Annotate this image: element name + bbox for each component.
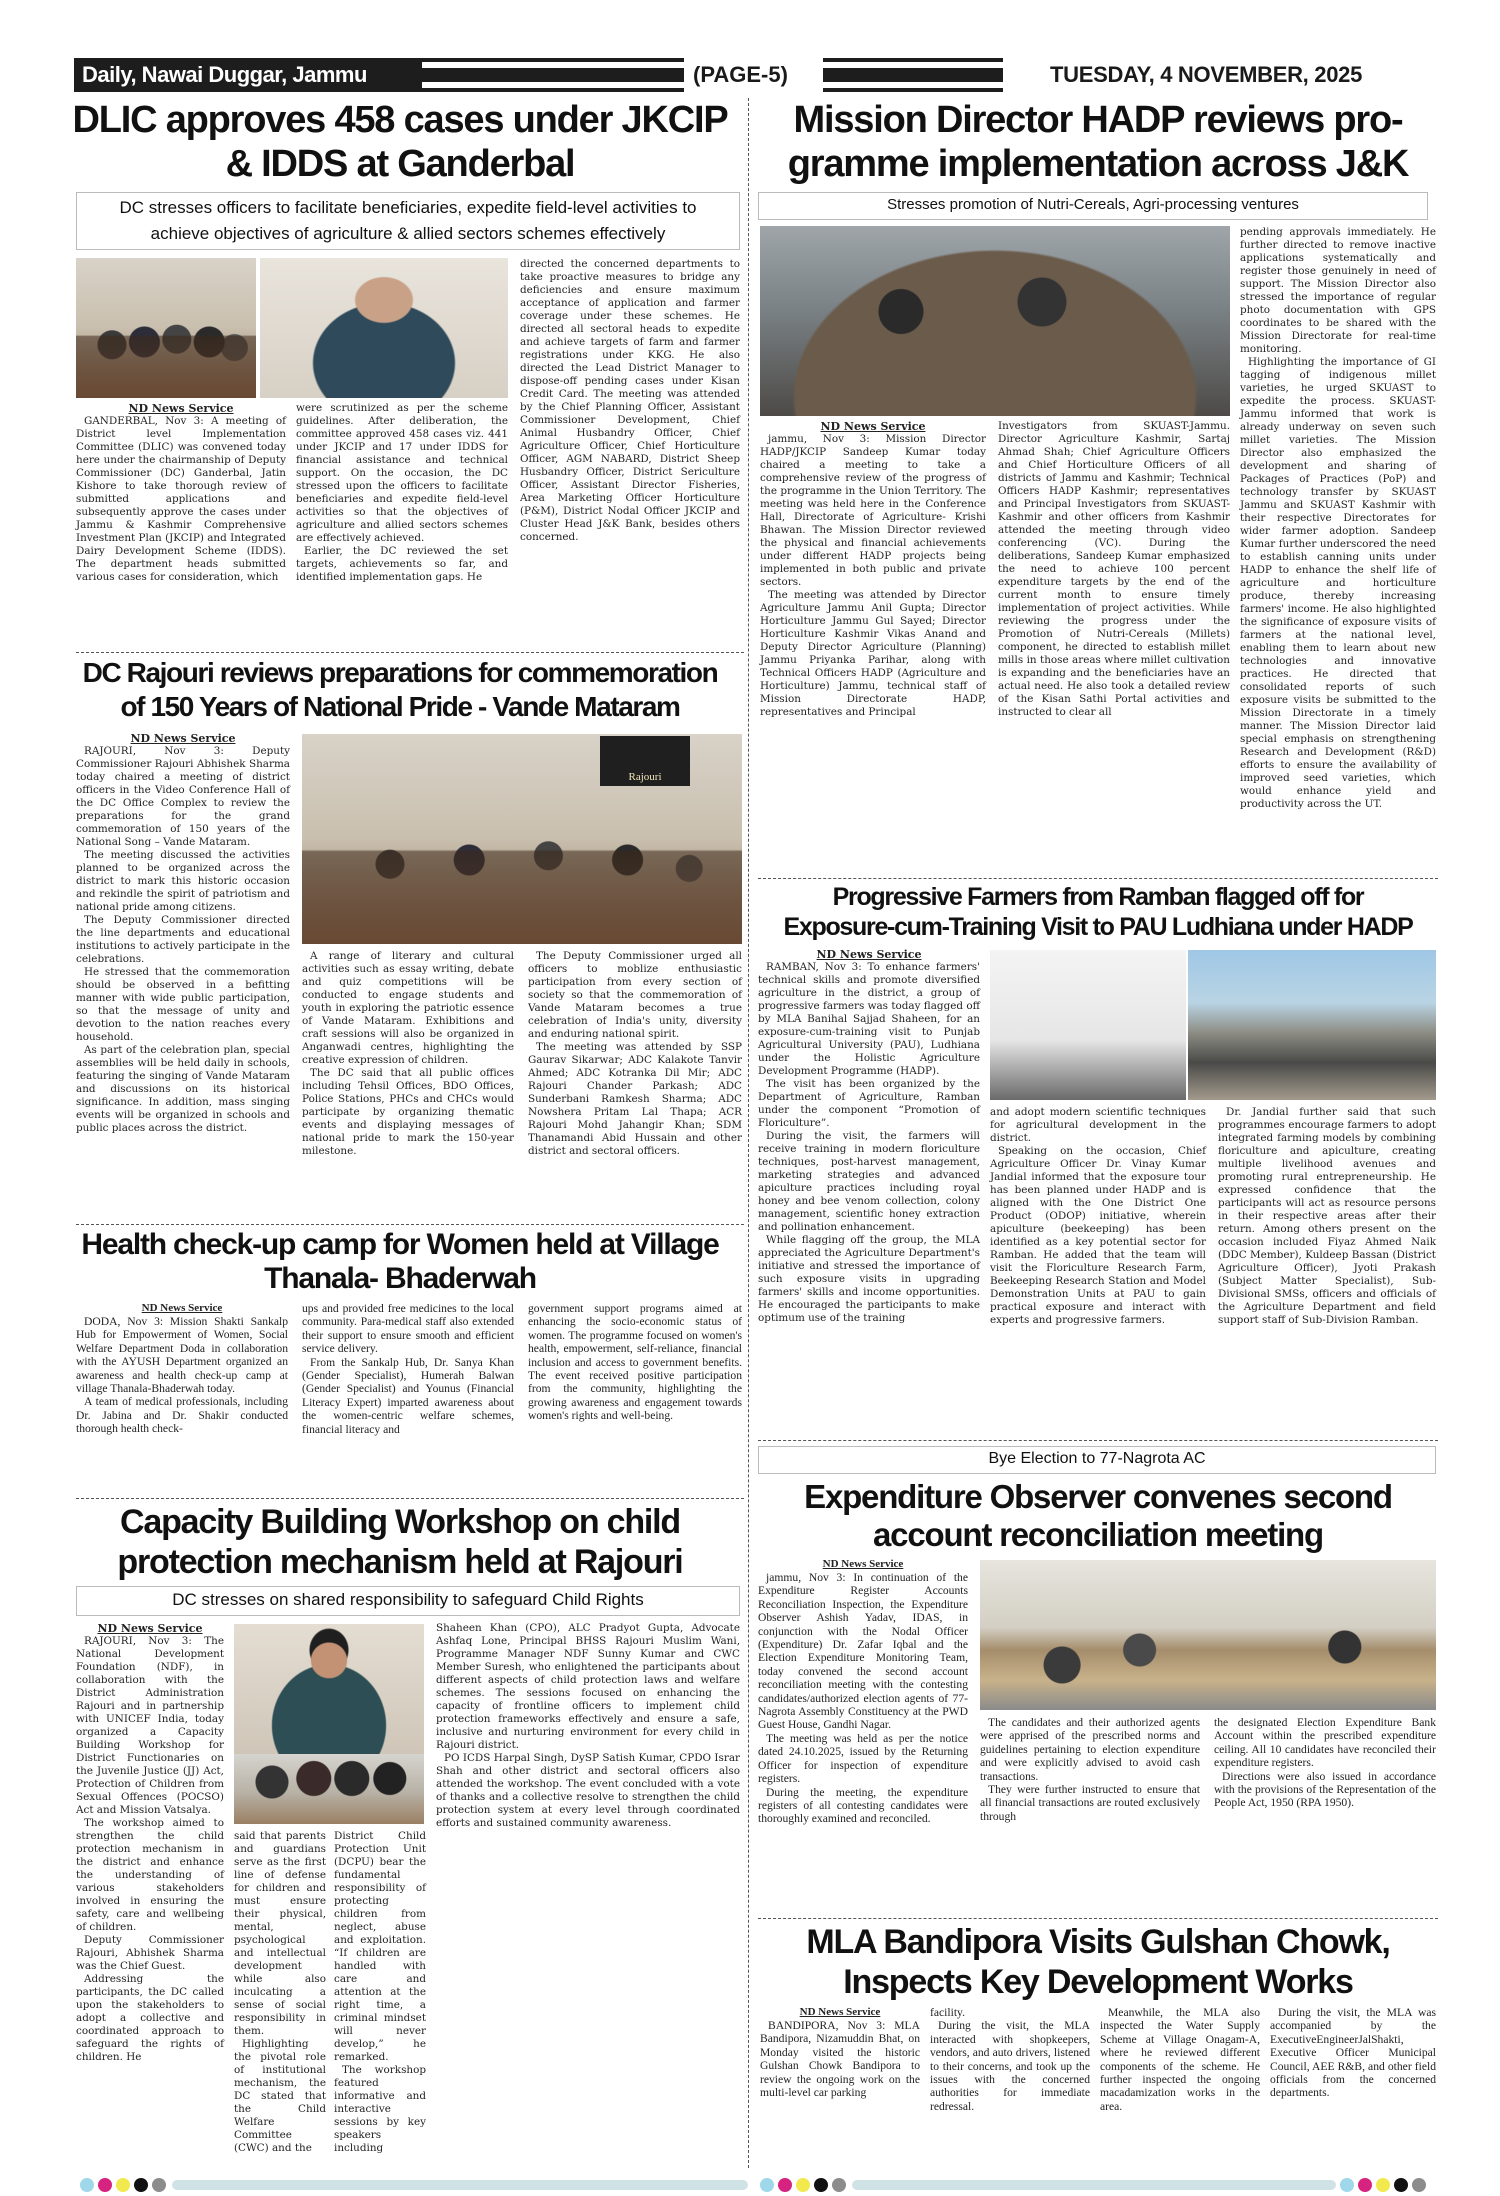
paragraph: The visit has been organized by the Department of Agriculture, Ramban under the component “Promotion of Floriculture”. <box>758 1078 980 1129</box>
photo-ramban-vehicle <box>990 950 1186 1100</box>
paragraph: The meeting discussed the activities planned to be organized across the district to mark this historic occasion and rekindle the spirit of patriotism and national pride among citizens. <box>76 849 290 913</box>
article-column-3 <box>520 258 740 544</box>
headline-line: Thanala- Bhaderwah <box>264 1262 536 1295</box>
headline-line: & IDDS at Ganderbal <box>225 143 575 185</box>
headline-line: Capacity Building Workshop on child <box>120 1503 680 1541</box>
headline-line: protection mechanism held at Rajouri <box>117 1543 683 1581</box>
paragraph: They were further instructed to ensure that all financial transactions are routed exclusively through <box>980 1783 1200 1823</box>
photo-hadp-meeting <box>760 226 1230 416</box>
paragraph: During the meeting, the expenditure registers of all contesting candidates were thoroughly examined and reconciled. <box>758 1785 968 1826</box>
masthead-rule-left <box>422 58 684 92</box>
article-column-2 <box>930 2006 1090 2113</box>
paragraph: Meanwhile, the MLA also inspected the Water Supply Scheme at Village Onagam-A, where he reviewed different components of the scheme. He further inspected the ongoing macadamization works in the area. <box>1100 2006 1260 2113</box>
paragraph: jammu, Nov 3: In continuation of the Expenditure Register Accounts Reconciliation Inspection, the Expenditure Observer Ashish Yadav, IDAS, in conjunction with the Nodal Officer (Expenditure) Dr. Zafar Iqbal and the Election Expenditure Monitoring Team, today convened the second account reconciliation meeting with the contesting candidates/authorized election agents of 77-Nagrota Assembly Constituency at the PWD Guest House, Gandhi Nagar. <box>758 1571 968 1732</box>
paragraph: RAJOURI, Nov 3: The National Development Foundation (NDF), in collaboration with the District Administration Rajouri and in partnership with UNICEF India, today organized a Capacity Building Workshop for District Functionaries on the Juvenile Justice (JJ) Act, Protection of Children from Sexual Offences (POCSO) Act and Mission Vatsalya. <box>76 1635 224 1816</box>
byline: ND News Service <box>130 732 236 745</box>
paragraph: Shaheen Khan (CPO), ALC Pradyot Gupta, Advocate Ashfaq Lone, Principal BHSS Rajouri Muslim Wani, Programme Manager NDF Sunny Kumar and CWC Member Suresh, who enlightened the participants about different aspects of child protection laws and welfare schemes. The sessions focused on enhancing the capacity of frontline officers to implement child protection frameworks effectively and ensure a safe, inclusive and nurturing environment for every child in Rajouri district. <box>436 1622 740 1751</box>
registration-dot-yellow <box>1376 2178 1390 2192</box>
registration-dot-black <box>814 2178 828 2192</box>
article-column-4 <box>1270 2006 1436 2100</box>
byline: ND News Service <box>816 948 922 961</box>
masthead-rule-right <box>823 58 1003 92</box>
photo-dlic-meeting <box>76 258 256 398</box>
rajouri-nameboard: Rajouri <box>600 736 690 786</box>
paragraph: directed the concerned departments to take proactive measures to bridge any deficiencies and ensure maximum acceptance of application and farmer coverage under these schemes. He directed all sectoral heads to expedite and achieve targets of farm and farmer registrations under KKG. He also directed the Lead District Manager to dispose-off pending cases under Kisan Credit Card. The meeting was attended by the Chief Planning Officer, Assistant Commissioner Development, Chief Animal Husbandry Officer, Chief Agriculture Officer, Chief Horticulture Officer, AGM NABARD, District Sheep Husbandry Officer, District Sericulture Officer, Assistant Director Fisheries, Area Marketing Officer Horticulture (P&M), District Nodal Officer JKCIP and Cluster Head J&K Bank, besides others concerned. <box>520 258 740 543</box>
paragraph: Deputy Commissioner Rajouri, Abhishek Sharma was the Chief Guest. <box>76 1934 224 1972</box>
paragraph: The Deputy Commissioner urged all officers to moblize enthusiastic participation from every section of society so that the commemoration of Vande Mataram becomes a true celebration of India's unity, diversity and enduring national spirit. <box>528 950 742 1040</box>
column-divider <box>748 98 749 2168</box>
paragraph: Dr. Jandial further said that such programmes encourage farmers to adopt integrated farming models by combining floriculture and apiculture, creating multiple livelihood avenues and promoting rural entrepreneurship. He expressed confidence that the participants will act as resource persons in their respective areas after their return. Among others present on the occasion included Fiyaz Ahmed Naik (DDC Member), Kuldeep Bassan (District Agriculture Officer), Jyoti Prakash (Subject Matter Specialist), Sub-Divisional SMSs, officers and officials of the Agriculture Department and field support staff of Sub-Division Ramban. <box>1218 1106 1436 1326</box>
paragraph: Investigators from SKUAST-Jammu. Director Agriculture Kashmir, Sartaj Ahmad Shah; Chief Agriculture Officers and Chief Horticulture Officers of all districts of Jammu and Kashmir; Technical Officers HADP Kashmir; representatives and Principal Investigators from SKUAST-Kashmir and other officers from Kashmir attended the meeting through video conferencing (VC). During the deliberations, Sandeep Kumar emphasized the need to achieve 100 percent expenditure targets by the end of the current month to ensure timely implementation of project activities. While reviewing the progress under the Promotion of Nutri-Cereals (Millets) component, he directed to establish millet mills in those areas where millet cultivation is expanding and the beneficiaries have an actual need. He also took a detailed review of the Kisan Sathi Portal activities and instructed to clear all <box>998 420 1230 718</box>
paragraph: During the visit, the farmers will receive training in modern floriculture techniques, post-harvest management, marketing strategies and advanced apiculture practices including royal honey and bee venom collection, colony management, scientific honey extraction and pollination enhancement. <box>758 1130 980 1233</box>
headline-line: Exposure-cum-Training Visit to PAU Ludhiana under HADP <box>783 913 1413 941</box>
registration-dot-gray <box>832 2178 846 2192</box>
byline: ND News Service <box>799 2006 881 2018</box>
paragraph: The workshop aimed to strengthen the child protection mechanism in the district and enhance the understanding of various stakeholders involved in ensuring the safety, care and wellbeing of children. <box>76 1817 224 1933</box>
article-column-3 <box>334 1830 426 2155</box>
paragraph: The Deputy Commissioner directed the line departments and educational institutions to actively participate in the celebrations. <box>76 914 290 965</box>
paragraph: the designated Election Expenditure Bank Account within the prescribed expenditure ceiling. All 10 candidates have reconciled their expenditure registers. <box>1214 1716 1436 1770</box>
paragraph: The meeting was attended by SSP Gaurav Sikarwar; ADC Kalakote Tanvir Ahmed; ADC Kotranka Dil Mir; ADC Rajouri Chander Parkash; ADC Sunderbani Ramkesh Sharma; ADC Nowshera Pritam Lal Thapa; ACR Rajouri Mohd Jahangir Khan; SDM Thanamandi Abid Hussain and other district and sectoral officers. <box>528 1041 742 1157</box>
registration-dot-yellow <box>116 2178 130 2192</box>
kicker: Stresses promotion of Nutri-Cereals, Agri-processing ventures <box>758 192 1428 220</box>
paragraph: While flagging off the group, the MLA appreciated the Agriculture Department's initiative and stressed the importance of such exposure visits in upgrading farmers' skills and income opportunities. He encouraged the participants to make optimum use of the training <box>758 1234 980 1324</box>
article-column-2 <box>234 1830 326 2155</box>
headline <box>60 1228 740 1296</box>
paragraph: The candidates and their authorized agents were apprised of the prescribed norms and guidelines pertaining to election expenditure and were explicitly advised to avoid cash transactions. <box>980 1716 1200 1783</box>
paragraph: A range of literary and cultural activities such as essay writing, debate and quiz competitions will be conducted to engage students and youth in exploring the patriotic essence of Vande Mataram. Exhibitions and craft sessions will also be organized in Anganwadi centres, highlighting the creative expression of children. <box>302 950 514 1066</box>
photo-dc-ganderbal <box>260 258 508 398</box>
headline-line: Progressive Farmers from Ramban flagged off for <box>832 883 1364 911</box>
registration-dot-black <box>134 2178 148 2192</box>
article-column-3 <box>1240 226 1436 811</box>
paragraph: BANDIPORA, Nov 3: MLA Bandipora, Nizamuddin Bhat, on Monday visited the historic Gulshan Chowk Bandipora to review the ongoing work on the multi-level car parking <box>760 2019 920 2100</box>
registration-dot-yellow <box>796 2178 810 2192</box>
kicker-line: DC stresses officers to facilitate beneficiaries, expedite field-level activities to <box>119 198 697 217</box>
paragraph: The DC said that all public offices including Tehsil Offices, BDO Offices, Police Stations, PHCs and CHCs would participate by organizing thematic events and displaying messages of national pride to mark the 150-year milestone. <box>302 1067 514 1157</box>
paragraph: PO ICDS Harpal Singh, DySP Satish Kumar, CPDO Israr Shah and other district and sectoral officers also attended the workshop. The event concluded with a vote of thanks and a collective resolve to strengthen the child protection system at every level through coordinated efforts and sustained community awareness. <box>436 1752 740 1829</box>
masthead-page-number: (PAGE-5) <box>693 62 788 87</box>
paragraph: From the Sankalp Hub, Dr. Sanya Khan (Gender Specialist), Humerah Balwan (Gender Specialist) and Younus (Financial Literacy Expert) imparted awareness about the women-centric welfare schemes, financial literacy and <box>302 1355 514 1436</box>
byline: ND News Service <box>822 1558 904 1570</box>
paragraph: The workshop featured informative and interactive sessions by key speakers including <box>334 2064 426 2154</box>
paragraph: and adopt modern scientific techniques for agricultural development in the district. <box>990 1106 1206 1144</box>
byline: ND News Service <box>820 420 926 433</box>
paragraph: Highlighting the importance of GI tagging of indigenous millet varieties, he urged SKUAST to expedite the process. SKUAST-Jammu informed that work is already underway on seven such millet varieties. The Mission Director also emphasized the development and sharing of Packages of Practices (PoP) and technology transfer by SKUAST Jammu and SKUAST Kashmir with their respective Directorates for wider farmer adoption. Sandeep Kumar further underscored the need to establish canning units under HADP to enhance the shelf life of agriculture and horticulture produce, thereby increasing farmers' income. He also highlighted the significance of exposure visits of farmers at the national level, enabling them to learn about new technologies and innovative practices. He directed that consolidated reports of such exposure visits be submitted to the Mission Directorate in a timely manner. The Mission Director laid special emphasis on strengthening Research and Development (R&D) efforts to ensure the availability of improved seed varieties, which would enhance yield and productivity across the UT. <box>1240 356 1436 810</box>
headline-line: account reconciliation meeting <box>873 1516 1323 1553</box>
paragraph: DODA, Nov 3: Mission Shakti Sankalp Hub for Empowerment of Women, Social Welfare Department Doda in collaboration with the AYUSH Department organized an awareness and health check-up camp at village Thanala-Bhaderwah today. <box>76 1315 288 1396</box>
registration-bar-left <box>172 2180 748 2190</box>
headline <box>60 98 740 186</box>
paragraph: A team of medical professionals, including Dr. Jabina and Dr. Shakir conducted thorough health check- <box>76 1395 288 1436</box>
article-column-1 <box>760 420 986 719</box>
headline-line: of 150 Years of National Pride - Vande Mataram <box>120 691 680 722</box>
byline: ND News Service <box>97 1622 203 1635</box>
article-column-2 <box>296 402 508 584</box>
headline <box>758 98 1438 186</box>
paragraph: District Child Protection Unit (DCPU) bear the fundamental responsibility of protecting children from neglect, abuse and exploitation. “If children are handled with care and attention at the right time, a criminal mindset will never develop,” he remarked. <box>334 1830 426 2063</box>
kicker: Bye Election to 77-Nagrota AC <box>758 1446 1436 1474</box>
article-column-1 <box>76 402 286 584</box>
registration-dot-gray <box>1412 2178 1426 2192</box>
headline <box>758 882 1438 942</box>
paragraph: During the visit, the MLA interacted with shopkeepers, vendors, and auto drivers, listened to their concerns, and took up the issues with the concerned authorities for immediate redressal. <box>930 2019 1090 2113</box>
article-column-1 <box>758 948 980 1325</box>
article-column-2 <box>998 420 1230 719</box>
photo-expenditure-meeting <box>980 1560 1436 1710</box>
paragraph: Directions were also issued in accordance with the provisions of the Representation of the People Act, 1950 (RPA 1950). <box>1214 1769 1436 1810</box>
headline-line: DC Rajouri reviews preparations for commemoration <box>82 657 718 688</box>
registration-bar-right <box>852 2180 1336 2190</box>
registration-dot-cyan <box>80 2178 94 2192</box>
paragraph: RAMBAN, Nov 3: To enhance farmers' technical skills and promote diversified agriculture in the district, a group of progressive farmers was today flagged off by MLA Banihal Sajjad Shaheen, for an exposure-cum-training visit to Punjab Agricultural University (PAU), Ludhiana under the Holistic Agriculture Development Programme (HADP). <box>758 961 980 1077</box>
paragraph: said that parents and guardians serve as the first line of defense for children and must ensure their physical, mental, psychological and intellectual development while also inculcating a sense of social responsibility in them. <box>234 1830 326 2037</box>
registration-dot-magenta <box>1358 2178 1372 2192</box>
paragraph: The meeting was held as per the notice dated 24.10.2025, issued by the Returning Officer for inspection of expenditure registers. <box>758 1731 968 1786</box>
section-divider <box>758 878 1438 879</box>
registration-dot-magenta <box>778 2178 792 2192</box>
paragraph: ups and provided free medicines to the local community. Para-medical staff also extended their support to ensure smooth and efficient service delivery. <box>302 1302 514 1356</box>
paragraph: The meeting was attended by Director Agriculture Jammu Anil Gupta; Director Horticulture Jammu Gul Sayed; Director Horticulture Kashmir Vikas Anand and Deputy Director Agriculture (Planning) Jammu Priyanka Parihar, along with Technical Officers HADP (Agriculture and Horticulture) Jammu, technical staff of Mission Directorate HADP, representatives and Principal <box>760 589 986 718</box>
photo-rajouri-meeting <box>302 734 742 944</box>
article-column-2 <box>302 1302 514 1436</box>
paragraph: government support programs aimed at enhancing the socio-economic status of women. The programme focused on women's health, empowerment, self-reliance, financial inclusion and access to government benefits. The event received positive participation from the community, highlighting the growing awareness and engagement towards women's rights and well-being. <box>528 1302 742 1423</box>
paragraph: As part of the celebration plan, special assemblies will be held daily in schools, featuring the singing of Vande Mataram and discussions on its historical significance. In addition, mass singing events will be organized in schools and public places across the district. <box>76 1044 290 1134</box>
article-column-3 <box>1214 1716 1436 1810</box>
article-column-3 <box>1218 1106 1436 1327</box>
article-column-1 <box>76 1622 224 2064</box>
section-divider <box>76 652 744 653</box>
paragraph: were scrutinized as per the scheme guidelines. After deliberation, the committee approved 458 cases viz. 441 under JKCIP and 17 under IDDS for financial assistance and technical support. On the occasion, the DC stressed upon the officers to facilitate beneficiaries and expedite field-level activities so that the objectives of agriculture and allied sectors schemes are effectively achieved. <box>296 402 508 544</box>
registration-dot-gray <box>152 2178 166 2192</box>
photo-ramban-flag-off <box>1188 950 1436 1100</box>
headline-line: MLA Bandipora Visits Gulshan Chowk, <box>806 1923 1390 1961</box>
paragraph: Highlighting the pivotal role of institutional mechanism, the DC stated that the Child Welfare Committee (CWC) and the <box>234 2038 326 2154</box>
headline-line: Health check-up camp for Women held at Village <box>81 1228 719 1261</box>
photo-workshop-panel <box>234 1754 424 1824</box>
kicker-line: achieve objectives of agriculture & allied sectors schemes effectively <box>150 224 666 243</box>
paragraph: Addressing the participants, the DC called upon the stakeholders to adopt a collective and coordinated approach to safeguard the rights of children. He <box>76 1973 224 2063</box>
paragraph: facility. <box>930 2006 965 2019</box>
article-column-3 <box>528 950 742 1158</box>
registration-dot-cyan <box>1340 2178 1354 2192</box>
photo-workshop-speaker <box>234 1624 424 1754</box>
headline <box>758 1478 1438 1554</box>
paragraph: jammu, Nov 3: Mission Director HADP/JKCIP Sandeep Kumar today chaired a meeting to take a comprehensive review of the progress of the programme in the Union Territory. The meeting was held here in the Conference Hall, Directorate of Agriculture- Krishi Bhawan. The Mission Director reviewed the physical and financial achievements under different HADP projects being implemented in both public and private sectors. <box>760 433 986 588</box>
masthead-date: TUESDAY, 4 NOVEMBER, 2025 <box>1050 62 1363 87</box>
masthead-paper-name: Daily, Nawai Duggar, Jammu <box>74 58 422 92</box>
section-divider <box>758 1918 1438 1919</box>
article-column-1 <box>760 2006 920 2099</box>
paragraph: RAJOURI, Nov 3: Deputy Commissioner Rajouri Abhishek Sharma today chaired a meeting of district officers in the Video Conference Hall of the DC Office Complex to review the preparations for the grand commemoration of 150 years of the National Song – Vande Mataram. <box>76 745 290 848</box>
article-column-1 <box>76 1302 288 1436</box>
article-column-1 <box>76 732 290 1135</box>
paragraph: He stressed that the commemoration should be observed in a befitting manner with wide public participation, so that the message of unity and devotion to the nation reaches every household. <box>76 966 290 1043</box>
article-column-2 <box>990 1106 1206 1327</box>
registration-dot-magenta <box>98 2178 112 2192</box>
article-column-4 <box>436 1622 740 1830</box>
headline <box>60 1502 740 1582</box>
article-column-2 <box>302 950 514 1158</box>
headline-line: Expenditure Observer convenes second <box>804 1478 1392 1515</box>
headline-line: DLIC approves 458 cases under JKCIP <box>72 99 728 141</box>
paragraph: pending approvals immediately. He further directed to remove inactive applications systematically and register those genuinely in need of support. The Mission Director also stressed the importance of regular photo documentation with GPS coordinates to be shared with the Mission Directorate for real-time monitoring. <box>1240 226 1436 355</box>
headline-line: Inspects Key Development Works <box>843 1963 1353 2001</box>
section-divider <box>76 1224 744 1225</box>
headline <box>758 1922 1438 2002</box>
paragraph: GANDERBAL, Nov 3: A meeting of District level Implementation Committee (DLIC) was convened today here under the chairmanship of Deputy Commissioner (DC) Ganderbal, Jatin Kishore to take thorough review of submitted applications and subsequently approve the cases under Jammu & Kashmir Comprehensive Investment Plan (JKCIP) and Integrated Dairy Development Scheme (IDDS). The department heads submitted various cases for consideration, which <box>76 415 286 583</box>
section-divider <box>758 1440 1438 1441</box>
headline-line: Mission Director HADP reviews pro- <box>793 99 1403 141</box>
paragraph: Earlier, the DC reviewed the set targets, achievements so far, and identified implementation gaps. He <box>296 545 508 583</box>
byline: ND News Service <box>141 1302 223 1314</box>
paragraph: During the visit, the MLA was accompanied by the ExecutiveEngineerJalShakti, Executive Officer Municipal Council, AEE R&B, and other field officials from the concerned departments. <box>1270 2006 1436 2100</box>
registration-dot-black <box>1394 2178 1408 2192</box>
article-column-1 <box>758 1558 968 1826</box>
article-column-2 <box>980 1716 1200 1823</box>
registration-dot-cyan <box>760 2178 774 2192</box>
headline <box>60 656 740 724</box>
article-column-3 <box>528 1302 742 1423</box>
kicker <box>76 192 740 250</box>
kicker: DC stresses on shared responsibility to safeguard Child Rights <box>76 1586 740 1616</box>
paragraph: Speaking on the occasion, Chief Agriculture Officer Dr. Vinay Kumar Jandial informed that the exposure tour has been planned under HADP and is aligned with the One District One Product (ODOP) initiative, wherein apiculture (beekeeping) has been identified as a key potential sector for Ramban. He added that the team will visit the Floriculture Research Farm, Beekeeping Research Station and Model Demonstration Units at PAU to gain practical exposure and interact with experts and progressive farmers. <box>990 1145 1206 1326</box>
byline: ND News Service <box>128 402 234 415</box>
section-divider <box>76 1498 744 1499</box>
headline-line: gramme implementation across J&K <box>787 143 1409 185</box>
article-column-3 <box>1100 2006 1260 2113</box>
